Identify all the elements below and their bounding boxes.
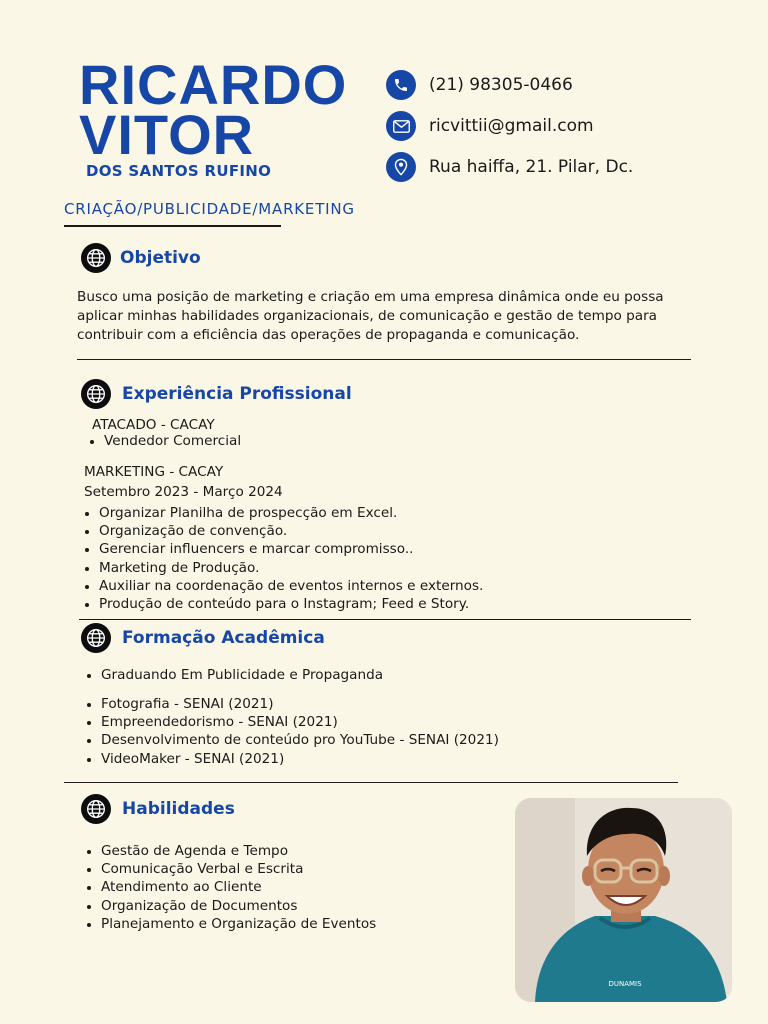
list-item: Desenvolvimento de conteúdo pro YouTube - SENAI (2021) [83, 731, 499, 749]
list-item: Graduando Em Publicidade e Propaganda [83, 666, 383, 684]
middle-name: VITOR [79, 103, 255, 166]
list-item: Auxiliar na coordenação de eventos internos e externos. [81, 577, 483, 595]
job2-list [81, 504, 483, 613]
job2-period: Setembro 2023 - Março 2024 [84, 484, 283, 500]
mail-icon [386, 111, 416, 141]
contact-address-text: Rua haiffa, 21. Pilar, Dc. [429, 157, 634, 177]
section-objetivo [81, 243, 201, 273]
list-item: Fotografia - SENAI (2021) [83, 695, 499, 713]
job1-list [86, 432, 241, 450]
candidate-name [79, 53, 348, 166]
contact-email [386, 111, 594, 141]
list-item: Organização de convenção. [81, 522, 483, 540]
profile-photo [515, 798, 732, 1002]
first-name: RICARDO [79, 53, 348, 116]
location-pin-icon [386, 152, 416, 182]
list-item: Marketing de Produção. [81, 559, 483, 577]
contact-address [386, 152, 633, 182]
shirt-text: DUNAMIS [608, 980, 642, 988]
globe-icon [81, 243, 111, 273]
section-title: Habilidades [122, 799, 235, 819]
list-item: Planejamento e Organização de Eventos [83, 915, 376, 933]
contact-email-text: ricvittii@gmail.com [429, 116, 594, 136]
section-title: Formação Acadêmica [122, 628, 325, 648]
section-habilidades [81, 794, 235, 824]
role-title: CRIAÇÃO/PUBLICIDADE/MARKETING [64, 200, 355, 218]
list-item: Atendimento ao Cliente [83, 878, 376, 896]
contact-phone [386, 70, 573, 100]
list-item: Comunicação Verbal e Escrita [83, 860, 376, 878]
phone-icon [386, 70, 416, 100]
section-title: Objetivo [120, 248, 201, 268]
list-item: Organizar Planilha de prospecção em Excel. [81, 504, 483, 522]
divider [64, 782, 678, 783]
job1-company: ATACADO - CACAY [92, 417, 215, 433]
list-item: Gestão de Agenda e Tempo [83, 842, 376, 860]
section-title: Experiência Profissional [122, 384, 352, 404]
divider [79, 619, 691, 620]
surname: DOS SANTOS RUFINO [86, 162, 272, 180]
globe-icon [81, 794, 111, 824]
globe-icon [81, 379, 111, 409]
section-experiencia [81, 379, 352, 409]
formacao-courses-list [83, 695, 499, 768]
objetivo-text: Busco uma posição de marketing e criação em uma empresa dinâmica onde eu possa aplicar minhas habilidades organizacionais, de comunicação e gestão de tempo para contribuir com a eficiência das operações de propaganda e comunicação. [77, 289, 664, 343]
divider [77, 359, 691, 360]
list-item: Vendedor Comercial [86, 432, 241, 450]
habilidades-list [83, 842, 376, 933]
role-underline [64, 225, 281, 227]
list-item: Produção de conteúdo para o Instagram; Feed e Story. [81, 595, 483, 613]
list-item: VideoMaker - SENAI (2021) [83, 750, 499, 768]
contact-phone-text: (21) 98305-0466 [429, 75, 573, 95]
globe-icon [81, 623, 111, 653]
section-formacao [81, 623, 325, 653]
list-item: Gerenciar influencers e marcar compromisso.. [81, 540, 483, 558]
job2-company: MARKETING - CACAY [84, 464, 224, 480]
formacao-main-list [83, 666, 383, 684]
list-item: Empreendedorismo - SENAI (2021) [83, 713, 499, 731]
list-item: Organização de Documentos [83, 897, 376, 915]
